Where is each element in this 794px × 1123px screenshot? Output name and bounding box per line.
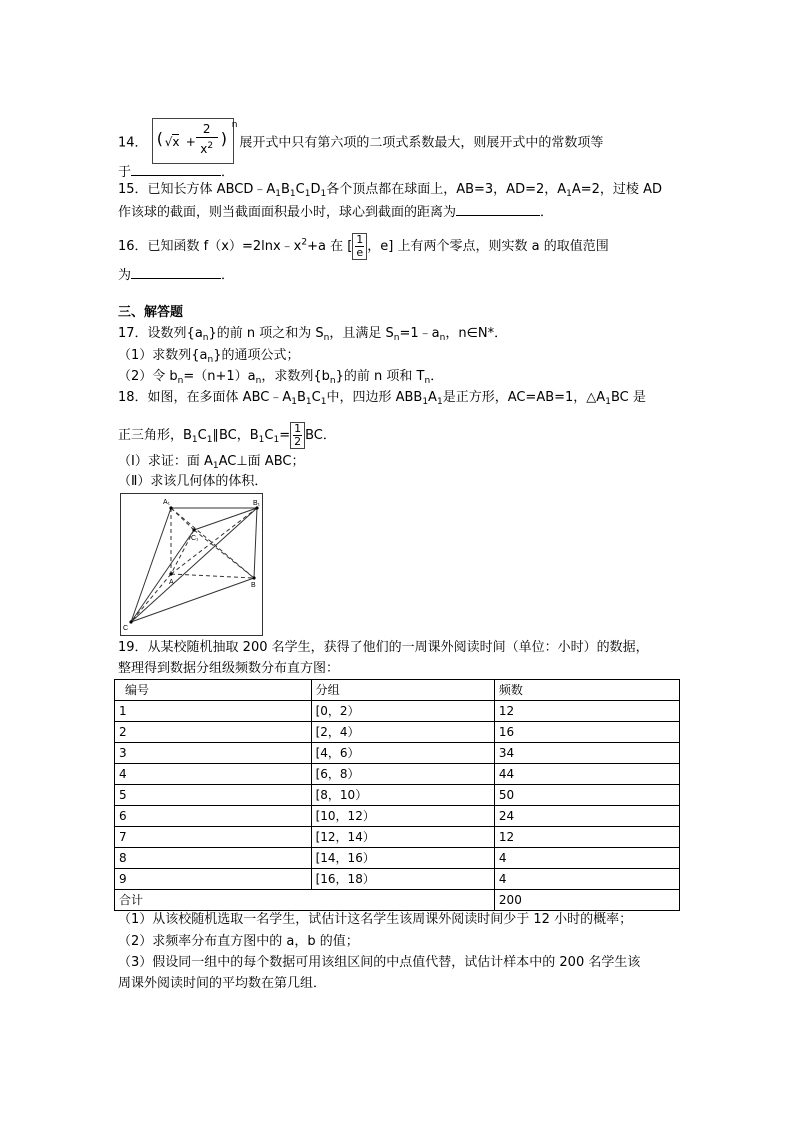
q18-sub-4: 1 <box>422 397 429 407</box>
q17-sub-6: n <box>177 376 184 386</box>
table-row <box>115 827 680 848</box>
q19-part1: （1）从该校随机选取一名学生，试估计这名学生该周课外阅读时间少于 12 小时的概率； <box>118 912 633 927</box>
q16-sup: 2 <box>301 237 308 248</box>
q14-den-exp: 2 <box>207 141 214 151</box>
q17-text-c: ，且满足 S <box>329 326 394 341</box>
q19-line2: 整理得到数据分组级频数分布直方图： <box>118 661 340 676</box>
cell-id: 5 <box>115 785 312 806</box>
frequency-table <box>114 679 680 911</box>
q18-sub-1: 1 <box>291 397 297 407</box>
q17-p2-b: =（n+1）a <box>183 369 256 384</box>
q16-line2-text: 为 <box>118 268 132 283</box>
section-heading: 三、解答题 <box>118 305 184 320</box>
q18-sub-7: 1 <box>191 435 198 445</box>
cell-frequency: 44 <box>494 764 679 785</box>
header-id: 编号 <box>115 680 312 701</box>
cell-id: 9 <box>115 869 312 890</box>
q18-text-g: = <box>279 428 291 443</box>
edge-a-b1 <box>171 508 257 574</box>
cell-group: [0，2） <box>311 701 494 722</box>
q16-frac-den: e <box>356 246 364 259</box>
cell-frequency: 12 <box>494 701 679 722</box>
cell-group: [14，16） <box>311 848 494 869</box>
q14-frac-num: 2 <box>196 121 218 138</box>
table-row <box>115 848 680 869</box>
cell-total-label: 合计 <box>115 890 495 911</box>
q16-answer-blank <box>131 266 221 279</box>
header-group: 分组 <box>311 680 494 701</box>
q17-sub-1: n <box>202 333 209 343</box>
q19-part3-line2: 周课外阅读时间的平均数在第几组． <box>118 976 327 991</box>
q18-text-f: ∥BC，B <box>212 428 259 443</box>
q17-line3 <box>118 369 443 389</box>
q14-sqrt-x: x <box>172 135 180 149</box>
table-total-row <box>115 890 680 911</box>
table-row <box>115 806 680 827</box>
cell-id: 4 <box>115 764 312 785</box>
q17-p1-b: }的通项公式； <box>213 348 300 363</box>
q14-end: ． <box>221 165 235 180</box>
cell-group: [8，10） <box>311 785 494 806</box>
cell-frequency: 4 <box>494 848 679 869</box>
q14-sqrt: √x <box>164 135 180 149</box>
cell-frequency: 34 <box>494 743 679 764</box>
label-a: A <box>169 579 174 586</box>
q18-text-b: 中，四边形 ABB <box>326 390 423 405</box>
cell-id: 1 <box>115 701 312 722</box>
cell-id: 2 <box>115 722 312 743</box>
q17-p2-e: ． <box>430 369 444 384</box>
label-b: B <box>251 582 256 589</box>
q15-line1: 15．已知长方体 $ABCD﹣A_1B_1C_1D_1$各个顶点都在球面上，AB=3，AD=2，$A_1A=2$，过棱 AD <box>118 182 662 199</box>
edge-c-b <box>131 578 254 622</box>
q16-text-b: +a 在 [ <box>307 239 353 254</box>
table-row <box>115 764 680 785</box>
q18-text-d: BC 是 <box>610 390 646 405</box>
q18-part1-b: AC⊥面 ABC； <box>218 454 305 469</box>
q18-sub-3: 1 <box>320 397 327 407</box>
q18-sub-8: 1 <box>206 435 213 445</box>
q14-power: n <box>231 120 238 131</box>
q16-end: ． <box>221 268 235 283</box>
q18-sub-11: 1 <box>212 461 219 471</box>
q17-text-b: }的前 n 项之和为 S <box>208 326 324 341</box>
q17-p1-a: （1）求数列{a <box>118 348 208 363</box>
polyhedron-diagram <box>121 494 262 635</box>
q16-line2 <box>118 266 234 284</box>
q14-line2 <box>118 163 234 181</box>
q17-sub-8: n <box>329 376 336 386</box>
q15-line2 <box>118 203 553 221</box>
q17-p2-d: }的前 n 项和 T <box>335 369 425 384</box>
q15-text-c: A=2，过棱 AD <box>571 182 662 197</box>
label-b1: B₁ <box>253 500 261 507</box>
q18-sub-5: 1 <box>436 397 443 407</box>
table-row <box>115 785 680 806</box>
q18-line1: 18．如图，在多面体 $ABC﹣A_1B_1C_1$中，四边形 $ABB_1A_1$是正方形，AC=AB=1，$\triangle A_1BC$ 是 <box>118 390 646 407</box>
q14-expression-box <box>152 118 234 164</box>
cell-id: 8 <box>115 848 312 869</box>
q14-fraction <box>196 121 218 157</box>
cell-group: [4，6） <box>311 743 494 764</box>
q18-text-e: 正三角形，B <box>118 428 192 443</box>
cell-id: 3 <box>115 743 312 764</box>
q17-sub-7: n <box>255 376 262 386</box>
cell-group: [2，4） <box>311 722 494 743</box>
polyhedron-figure <box>120 493 263 636</box>
q18-part1-a: （Ⅰ）求证：面 A <box>118 454 213 469</box>
q17-text-d: =1﹣a <box>399 326 440 341</box>
q15-text-a: 15．已知长方体 ABCD﹣A <box>118 182 276 197</box>
label-c: C <box>123 625 129 632</box>
q14-line2-text: 于 <box>118 165 132 180</box>
q17-line2 <box>118 348 300 368</box>
cell-frequency: 4 <box>494 869 679 890</box>
q18-fraction-box <box>290 422 305 449</box>
table-row <box>115 743 680 764</box>
q18-sub-10: 1 <box>273 435 280 445</box>
edge-a1-c1 <box>171 508 194 530</box>
q17-p2-a: （2）令 b <box>118 369 178 384</box>
q17-line1 <box>118 326 507 346</box>
q17-sub-3: n <box>393 333 400 343</box>
table-row <box>115 869 680 890</box>
q18-line3 <box>118 454 304 474</box>
q15-end: ． <box>540 205 554 220</box>
table-row <box>115 722 680 743</box>
q14-number: 14． <box>118 135 148 151</box>
cell-total-value: 200 <box>494 890 679 911</box>
q17-text-a: 17．设数列{a <box>118 326 203 341</box>
q18-line4: （Ⅱ）求该几何体的体积． <box>118 474 268 489</box>
edge-a1-c <box>131 508 171 622</box>
cell-group: [10，12） <box>311 806 494 827</box>
q14-paren-open: ( <box>156 129 163 148</box>
cell-group: [6，8） <box>311 764 494 785</box>
q19-line1: 19．从某校随机抽取 200 名学生，获得了他们的一周课外阅读时间（单位：小时）的数据， <box>118 640 649 655</box>
q15-answer-blank <box>456 203 540 216</box>
q17-sub-9: n <box>424 376 431 386</box>
table-header-row <box>115 680 680 701</box>
cell-frequency: 16 <box>494 722 679 743</box>
edge-b1-b <box>254 508 257 578</box>
table-row <box>115 701 680 722</box>
cell-group: [12，14） <box>311 827 494 848</box>
edge-a1-b <box>171 508 254 578</box>
q16-line1 <box>118 233 609 260</box>
label-a1: A₁ <box>163 499 171 506</box>
q17-p2-c: ，求数列{b <box>261 369 330 384</box>
cell-frequency: 50 <box>494 785 679 806</box>
q18-sub-2: 1 <box>305 397 312 407</box>
q18-sub-9: 1 <box>258 435 265 445</box>
q17-sub-4: n <box>439 333 446 343</box>
cell-frequency: 12 <box>494 827 679 848</box>
q15-text-b: 各个顶点都在球面上，AB=3，AD=2，A <box>326 182 567 197</box>
q14-plus: + <box>185 135 196 149</box>
q18-frac-num: 1 <box>294 422 302 435</box>
q18-text-h: BC． <box>305 428 336 443</box>
q14-answer-blank <box>131 163 221 176</box>
q16-text-c: ，e] 上有两个零点，则实数 a 的取值范围 <box>367 239 609 254</box>
cell-id: 6 <box>115 806 312 827</box>
q17-text-e: ，n∈N*． <box>445 326 508 341</box>
label-c1: C₁ <box>191 535 199 542</box>
q14-frac-den: x <box>200 142 208 156</box>
q15-text-d: 作该球的截面，则当截面面积最小时，球心到截面的距离为 <box>118 205 457 220</box>
q19-part2: （2）求频率分布直方图中的 a，b 的值； <box>118 934 359 949</box>
q17-sub-5: n <box>207 355 214 365</box>
q16-frac-num: 1 <box>356 233 364 246</box>
q19-part3-line1: （3）假设同一组中的每个数据可用该组区间的中点值代替，试估计样本中的 200 名学生该 <box>118 955 641 970</box>
header-frequency: 频数 <box>494 680 679 701</box>
cell-group: [16，18） <box>311 869 494 890</box>
q17-sub-2: n <box>323 333 330 343</box>
q18-text-a: 18．如图，在多面体 ABC﹣A <box>118 390 292 405</box>
cell-id: 7 <box>115 827 312 848</box>
q16-fraction-box <box>352 233 367 260</box>
q18-sub-6: 1 <box>605 397 611 407</box>
cell-frequency: 24 <box>494 806 679 827</box>
q16-text-a: 16．已知函数 f（x）=2lnx﹣x <box>118 239 302 254</box>
q14-text: 展开式中只有第六项的二项式系数最大，则展开式中的常数项等 <box>239 135 604 151</box>
edge-c1-b1 <box>194 508 257 530</box>
q18-text-c: 是正方形，AC=AB=1，△A <box>442 390 606 405</box>
q18-frac-den: 2 <box>294 435 302 448</box>
q14-paren-close: ) <box>220 129 227 148</box>
q18-line2: 正三角形，$B_1C_1\parallel BC$，$B_1C_1=$ $\frac{1}{2}$ BC． <box>118 422 336 448</box>
q14-line1 <box>118 120 603 166</box>
edge-c-c1 <box>131 530 194 622</box>
